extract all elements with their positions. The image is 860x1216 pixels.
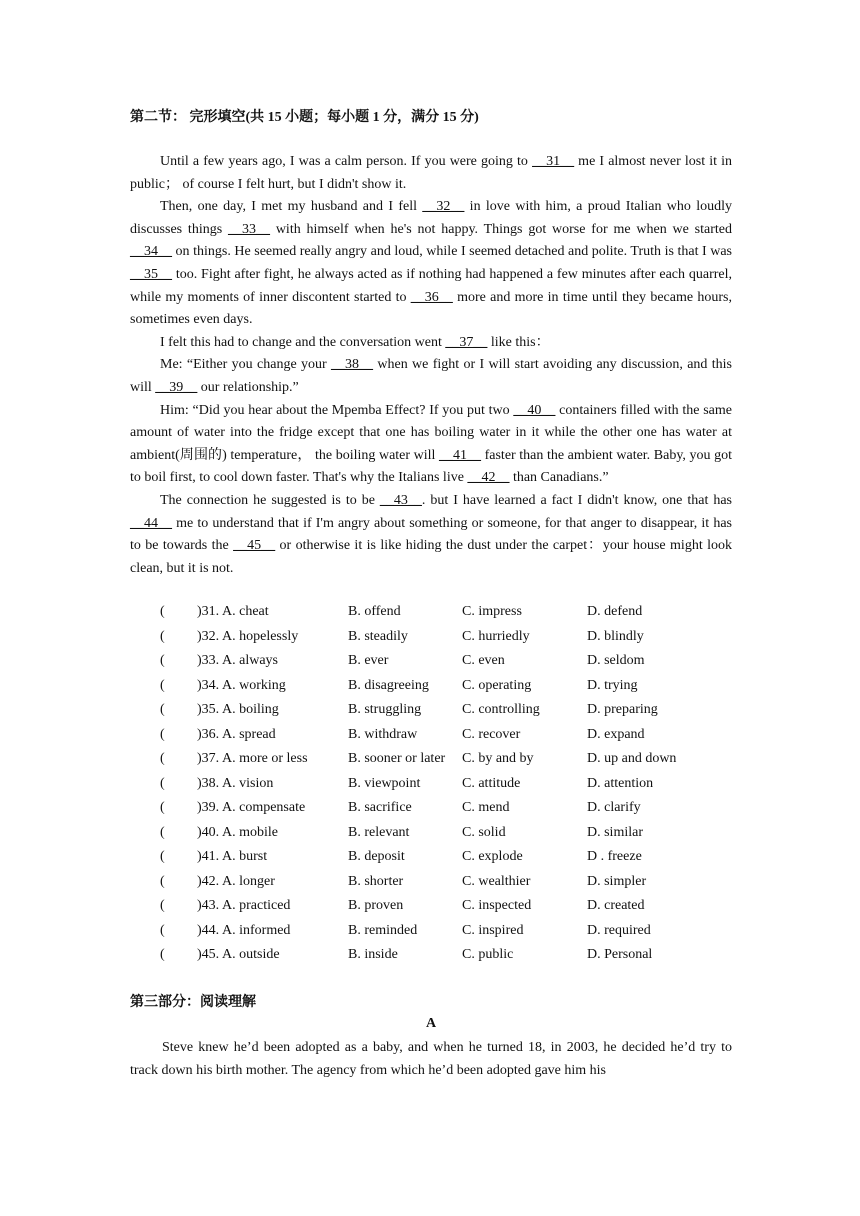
option-b: B. steadily [348, 628, 408, 644]
option-d: D. clarify [587, 800, 641, 815]
option-a: A. burst [222, 849, 268, 864]
reading-passage [130, 1037, 732, 1082]
cloze-paragraph-6 [130, 490, 732, 580]
option-a: A. informed [222, 922, 291, 938]
option-a: A. vision [222, 775, 274, 791]
question-row [160, 604, 740, 629]
question-number: )36. [197, 726, 220, 742]
option-c: C. hurriedly [462, 628, 530, 644]
question-row [160, 800, 740, 825]
option-b: B. shorter [348, 873, 404, 889]
question-number: )31. [197, 604, 220, 619]
section-title: 第二节： 完形填空(共 15 小题；每小题 1 分，满分 15 分) [130, 110, 479, 125]
answer-paren: ( [160, 653, 165, 668]
option-c: C. public [462, 947, 514, 962]
question-options-list [160, 604, 740, 972]
option-c: C. by and by [462, 751, 534, 766]
question-row [160, 874, 740, 899]
option-a: A. always [222, 653, 278, 668]
question-number: )40. [197, 824, 220, 840]
option-a: A. mobile [222, 824, 278, 840]
blank-33: __33__ [228, 221, 270, 237]
option-d: D. attention [587, 775, 654, 791]
option-d: D. required [587, 922, 651, 938]
text-run: Me: “Either you change your [160, 357, 332, 373]
question-row [160, 702, 740, 727]
text-run: our relationship.” [197, 379, 299, 395]
question-number: )35. [197, 702, 220, 717]
option-d: D. preparing [587, 702, 658, 717]
text-run: more and more in time until they became hours, sometimes even days. [130, 289, 732, 328]
blank-43: __43__ [379, 492, 422, 508]
question-row [160, 629, 740, 654]
blank-41: __41__ [439, 447, 482, 463]
blank-42: __42__ [467, 470, 510, 486]
question-number: )44. [197, 922, 220, 938]
option-b: B. withdraw [348, 726, 418, 742]
reading-paragraph: Steve knew he’d been adopted as a baby, and when he turned 18, in 2003, he decided he’d try to track down his birth mother. The agency from which he’d been adopted gave him his [130, 1040, 732, 1078]
answer-paren: ( [160, 604, 165, 619]
blank-36: __36__ [410, 289, 453, 305]
cloze-passage [130, 151, 732, 580]
option-b: B. proven [348, 898, 404, 913]
cloze-paragraph-2 [130, 196, 732, 332]
option-d: D. trying [587, 677, 638, 693]
text-run: Then, one day, I met my husband and I fell [160, 199, 423, 215]
question-row [160, 923, 740, 948]
text-run: I felt this had to change and the conversation went [160, 334, 446, 350]
text-run: The connection he suggested is to be [160, 492, 380, 508]
option-c: C. attitude [462, 775, 521, 791]
option-c: C. wealthier [462, 873, 531, 889]
blank-31: __31__ [532, 154, 575, 169]
option-a: A. practiced [222, 898, 291, 913]
option-b: B. deposit [348, 849, 405, 864]
option-a: A. hopelessly [222, 628, 299, 644]
option-c: C. controlling [462, 702, 540, 717]
question-row [160, 898, 740, 923]
question-number: )45. [197, 947, 220, 962]
blank-39: __39__ [155, 379, 198, 395]
text-run: in love with him, a proud Italian who loudly discusses things [130, 199, 733, 237]
part-title: 第三部分：阅读理解 [130, 995, 256, 1010]
answer-paren: ( [160, 824, 165, 840]
option-b: B. disagreeing [348, 677, 429, 693]
answer-paren: ( [160, 873, 165, 889]
question-row [160, 947, 740, 972]
question-number: )32. [197, 628, 220, 644]
option-a: A. spread [222, 726, 276, 742]
text-run: or otherwise it is like hiding the dust under the carpet：your house might look clean, but it is not. [130, 538, 733, 576]
answer-paren: ( [160, 800, 165, 815]
option-d: D. expand [587, 726, 645, 742]
question-number: )42. [197, 873, 220, 889]
option-d: D. created [587, 898, 645, 913]
question-number: )38. [197, 775, 220, 791]
text-run: when we fight or I will start avoiding any discussion, and this will [130, 357, 732, 395]
answer-paren: ( [160, 702, 165, 717]
question-row [160, 825, 740, 850]
cloze-paragraph-3 [130, 332, 732, 355]
text-run: faster than the ambient water. Baby, you got to boil first, to cool down faster. That's why the Italians live [130, 447, 732, 486]
question-row [160, 653, 740, 678]
cloze-paragraph-1 [130, 151, 732, 196]
option-c: C. even [462, 653, 505, 668]
option-c: C. explode [462, 849, 523, 864]
text-run: on things. He seemed really angry and loud, while I seemed detached and polite. Truth is that I was [172, 244, 732, 260]
blank-44: __44__ [130, 515, 172, 531]
text-run: me I almost never lost it in public； of course I felt hurt, but I didn't show it. [130, 154, 733, 192]
question-number: )33. [197, 653, 220, 668]
option-a: A. outside [222, 947, 280, 962]
option-d: D . freeze [587, 849, 642, 864]
option-a: A. working [222, 677, 286, 693]
option-b: B. reminded [348, 922, 418, 938]
answer-paren: ( [160, 628, 165, 644]
blank-34: __34__ [130, 244, 172, 260]
answer-paren: ( [160, 775, 165, 791]
text-run: . but I have learned a fact I didn't know, one that has [421, 492, 732, 508]
question-number: )37. [197, 751, 220, 766]
text-run: too. Fight after fight, he always acted as if nothing had happened a few minutes after each quarrel, while my moments of inner discontent started to [130, 266, 732, 305]
option-c: C. operating [462, 677, 532, 693]
text-run: like this： [487, 334, 550, 350]
blank-32: __32__ [422, 199, 465, 215]
question-row [160, 776, 740, 801]
question-row [160, 727, 740, 752]
option-d: D. seldom [587, 653, 645, 668]
answer-paren: ( [160, 922, 165, 938]
option-c: C. solid [462, 824, 506, 840]
cloze-paragraph-5 [130, 400, 732, 490]
option-c: C. inspired [462, 922, 524, 938]
option-a: A. longer [222, 873, 275, 889]
blank-45: __45__ [233, 538, 276, 554]
blank-37: __37__ [445, 334, 488, 350]
answer-paren: ( [160, 947, 165, 962]
option-a: A. compensate [222, 800, 306, 815]
option-d: D. up and down [587, 751, 677, 766]
option-c: C. recover [462, 726, 521, 742]
blank-40: __40__ [513, 402, 556, 418]
option-d: D. defend [587, 604, 643, 619]
text-run: containers filled with the same amount of water into the fridge except that one has boiling water in it while the other one has water at ambient(周围的) temperature， the boiling water will [130, 402, 732, 463]
answer-paren: ( [160, 849, 165, 864]
text-run: than Canadians.” [509, 470, 609, 486]
answer-paren: ( [160, 726, 165, 742]
option-b: B. ever [348, 653, 389, 668]
option-a: A. boiling [222, 702, 279, 717]
question-row [160, 751, 740, 776]
option-b: B. sacrifice [348, 800, 412, 815]
option-b: B. struggling [348, 702, 422, 717]
option-d: D. Personal [587, 947, 653, 962]
option-c: C. impress [462, 604, 522, 619]
option-b: B. inside [348, 947, 398, 962]
option-d: D. simpler [587, 873, 647, 889]
question-number: )34. [197, 677, 220, 693]
passage-letter: A [425, 1016, 437, 1031]
option-d: D. blindly [587, 628, 644, 644]
option-b: B. offend [348, 604, 401, 619]
option-c: C. mend [462, 800, 510, 815]
answer-paren: ( [160, 898, 165, 913]
text-run: me to understand that if I'm angry about something or someone, for that anger to disappear, it has to be towards the [130, 515, 732, 554]
option-c: C. inspected [462, 898, 532, 913]
question-number: )43. [197, 898, 220, 913]
question-row [160, 849, 740, 874]
option-b: B. viewpoint [348, 775, 421, 791]
cloze-paragraph-4 [130, 354, 732, 399]
answer-paren: ( [160, 677, 165, 693]
option-d: D. similar [587, 824, 643, 840]
text-run: Until a few years ago, I was a calm person. If you were going to [160, 154, 533, 169]
blank-35: __35__ [130, 266, 172, 282]
option-b: B. relevant [348, 824, 410, 840]
option-b: B. sooner or later [348, 751, 446, 766]
question-number: )39. [197, 800, 220, 815]
option-a: A. more or less [222, 751, 308, 766]
blank-38: __38__ [331, 357, 374, 373]
text-run: with himself when he's not happy. Things got worse for me when we started [270, 221, 732, 237]
question-row [160, 678, 740, 703]
text-run: Him: “Did you hear about the Mpemba Effect? If you put two [160, 402, 514, 418]
option-a: A. cheat [222, 604, 269, 619]
answer-paren: ( [160, 751, 165, 766]
question-number: )41. [197, 849, 220, 864]
